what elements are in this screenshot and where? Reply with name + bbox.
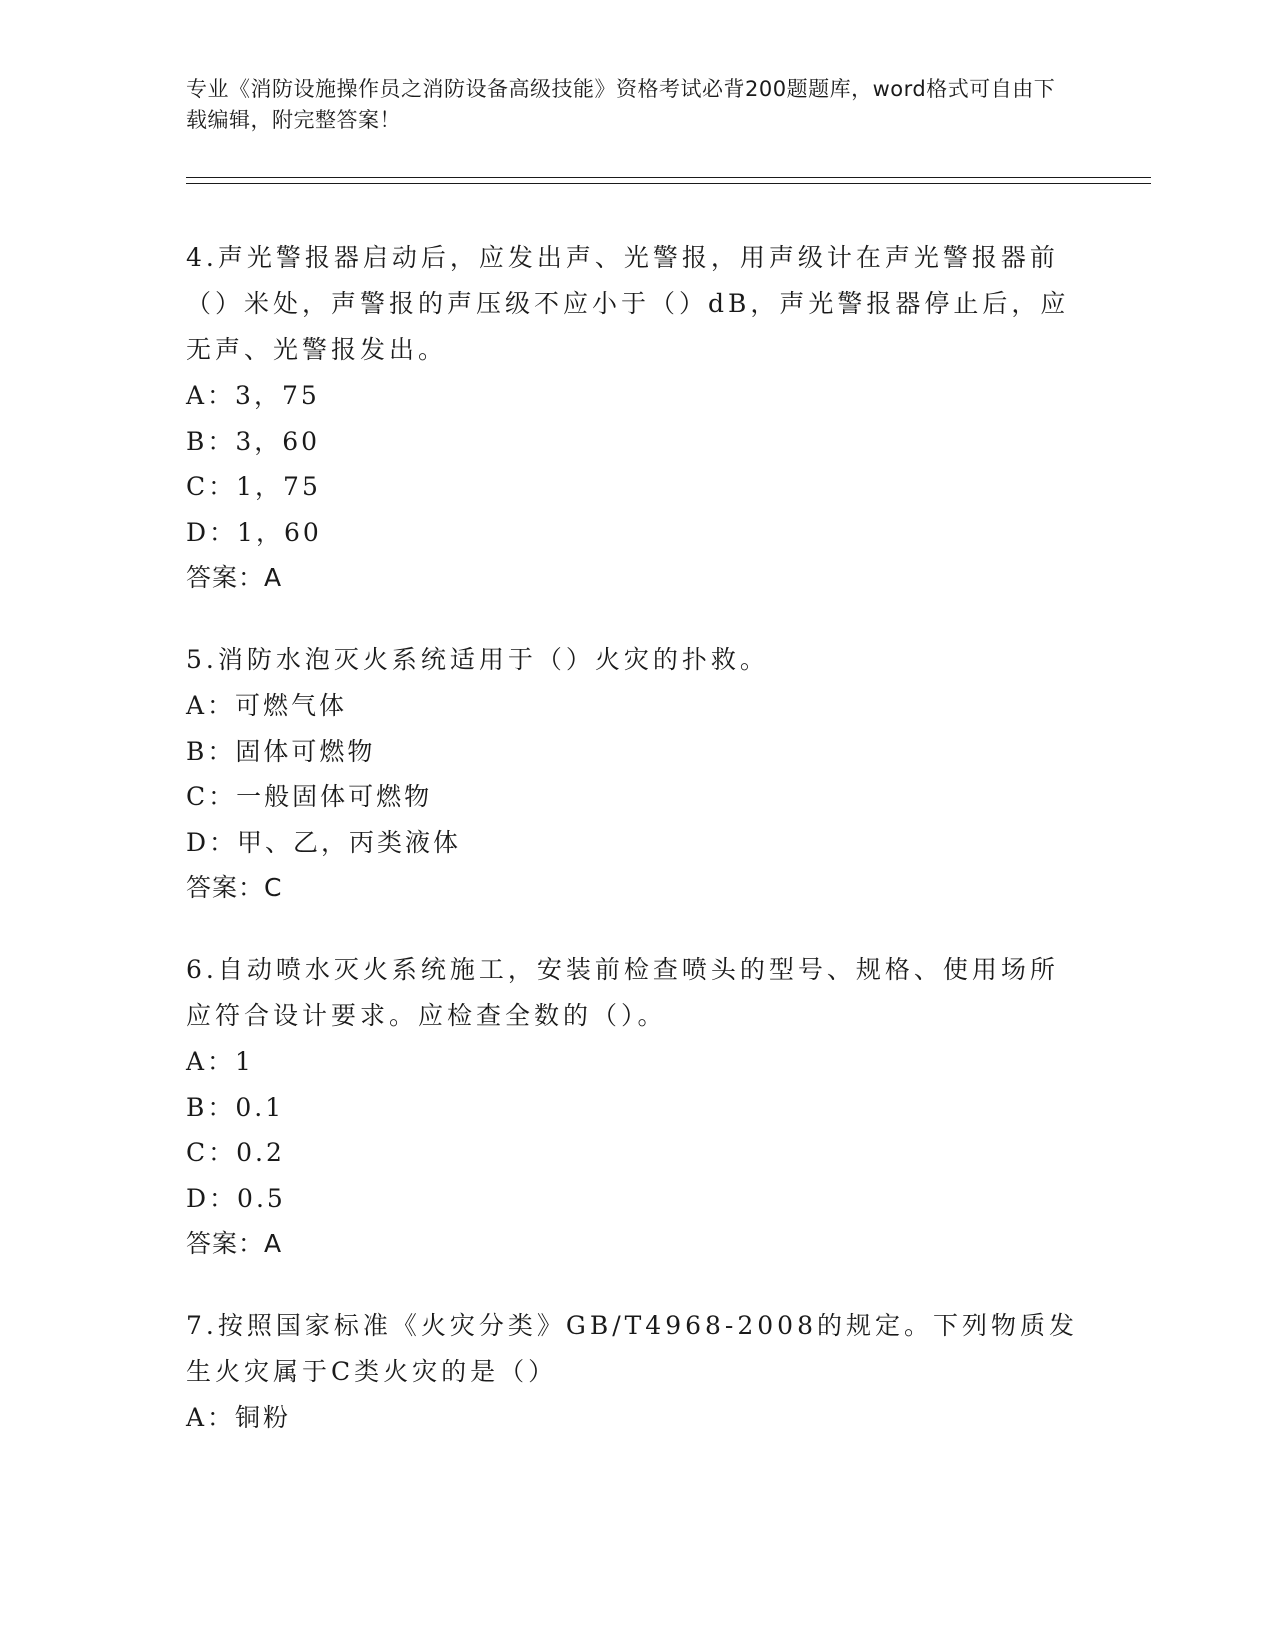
answer-line: 答案：A xyxy=(186,563,283,592)
question-4 xyxy=(186,235,1086,601)
option-b: B：0.1 xyxy=(186,1092,285,1122)
header-divider-bottom xyxy=(186,183,1151,184)
header-divider-top xyxy=(186,177,1151,178)
question-text: 5.消防水泡灭火系统适用于（）火灾的扑救。 xyxy=(186,645,769,674)
option-b: B：3，60 xyxy=(186,426,321,456)
document-header: 专业《消防设施操作员之消防设备高级技能》资格考试必背200题题库，word格式可自由下载编辑，附完整答案！ xyxy=(186,77,1056,132)
option-c: C：0.2 xyxy=(186,1138,285,1167)
option-a: A：铜粉 xyxy=(186,1403,292,1432)
question-7 xyxy=(186,1303,1086,1441)
answer-line: 答案：A xyxy=(186,1229,283,1258)
question-text: 7.按照国家标准《火灾分类》GB/T4968-2008的规定。下列物质发生火灾属于C类火灾的是（） xyxy=(186,1311,1078,1386)
question-6 xyxy=(186,947,1086,1267)
question-text: 6.自动喷水灭火系统施工，安装前检查喷头的型号、规格、使用场所应符合设计要求。应检查全数的（）。 xyxy=(186,955,1059,1030)
option-a: A：1 xyxy=(186,1047,254,1076)
option-d: D：甲、乙，丙类液体 xyxy=(186,827,462,857)
option-a: A：3，75 xyxy=(186,381,320,410)
option-a: A：可燃气体 xyxy=(186,691,348,720)
question-list xyxy=(186,235,1086,1477)
option-d: D：0.5 xyxy=(186,1183,286,1213)
option-c: C：一般固体可燃物 xyxy=(186,782,433,811)
question-text: 4.声光警报器启动后，应发出声、光警报，用声级计在声光警报器前（）米处，声警报的声压级不应小于（）dB，声光警报器停止后，应无声、光警报发出。 xyxy=(186,243,1070,364)
option-b: B：固体可燃物 xyxy=(186,736,376,766)
option-c: C：1，75 xyxy=(186,472,321,501)
option-d: D：1，60 xyxy=(186,517,322,547)
question-5 xyxy=(186,637,1086,911)
answer-line: 答案：C xyxy=(186,873,283,902)
